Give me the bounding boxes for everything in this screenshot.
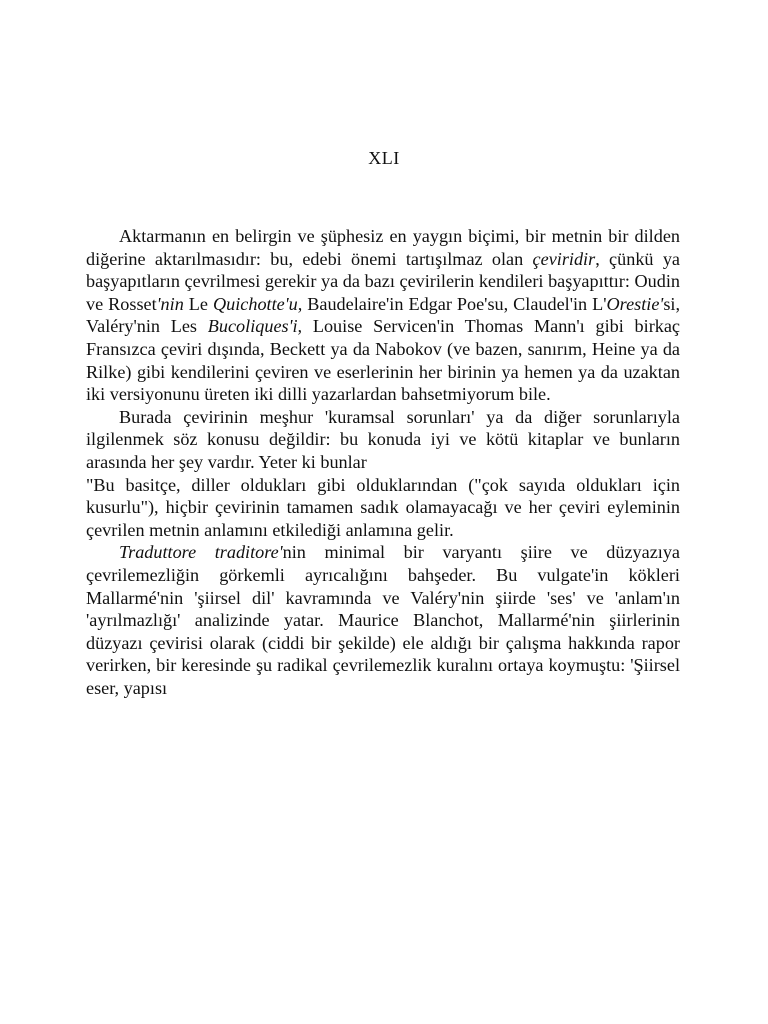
p1-italic-5: Bucoliques'i,	[207, 316, 303, 337]
p4-italic-1: Traduttore traditore'	[119, 542, 283, 563]
p1-text-4: Baudelaire'in Edgar Poe'su, Claudel'in L'	[302, 293, 607, 314]
p1-italic-2: 'nin	[156, 293, 184, 314]
chapter-title: XLI	[368, 148, 400, 168]
p1-italic-3: Quichotte'u,	[213, 293, 303, 314]
paragraph-2: Burada çevirinin meşhur 'kuramsal sorunları' ya da diğer sorunlarıyla ilgilenmek söz konusu değildir: bu konuda iyi ve kötü kitaplar ve bunların arasında her şey vardır. Yeter ki bunlar	[86, 406, 680, 472]
paragraph-1	[86, 225, 680, 406]
p1-text-1: Aktarmanın en belirgin ve şüphesiz en yaygın biçimi, bir metnin bir dilden diğerine aktarılmasıdır: bu, edebi önemi tartışılmaz olan	[86, 226, 680, 269]
p1-text-2: , çünkü ya başyapıtların çevrilmesi gerekir ya da bazı çevirilerin kendileri başyapıttır: Oudin ve Rosset	[86, 248, 680, 314]
paragraph-3: "Bu basitçe, diller oldukları gibi olduklarından ("çok sayıda oldukları için kusurlu"), hiçbir çevirinin tamamen sadık olamayacağı ve her çeviri eyleminin çevrilen metnin anlamını etkilediği anlamına gelir.	[86, 474, 680, 540]
paragraph-4	[86, 541, 680, 699]
p1-italic-1: çeviridir	[532, 248, 596, 269]
body-text	[86, 225, 680, 699]
p1-italic-4: Orestie'	[606, 293, 664, 314]
p4-text-1: nin minimal bir varyantı şiire ve düzyazıya çevrilemezliğin görkemli ayrıcalığını bahşeder. Bu vulgate'in kökleri Mallarmé'nin 'şiirsel dil' kavramında ve Valéry'nin şiirde 'ses' ve 'anlam'ın 'ayrılmazlığı' analizinde yatar. Maurice Blanchot, Mallarmé'nin şiirlerinin düzyazı çevirisi olarak (ciddi bir şekilde) ele aldığı bir çalışma hakkında rapor verirken, bir keresinde şu radikal çevrilemezlik kuralını ortaya koymuştu: 'Şiirsel eser, yapısı	[86, 542, 680, 698]
p1-text-3: Le	[183, 293, 213, 314]
p1-text-6: Louise Servicen'in Thomas Mann'ı gibi birkaç Fransızca çeviri dışında, Beckett ya da Nabokov (ve bazen, sanırım, Heine ya da Rilke) gibi kendilerini çeviren ve eserlerinin her birinin ya hemen ya da uzaktan iki versiyonunu üreten iki dilli yazarlardan bahsetmiyorum bile.	[86, 316, 680, 405]
p1-text-5: si, Valéry'nin Les	[86, 293, 680, 337]
